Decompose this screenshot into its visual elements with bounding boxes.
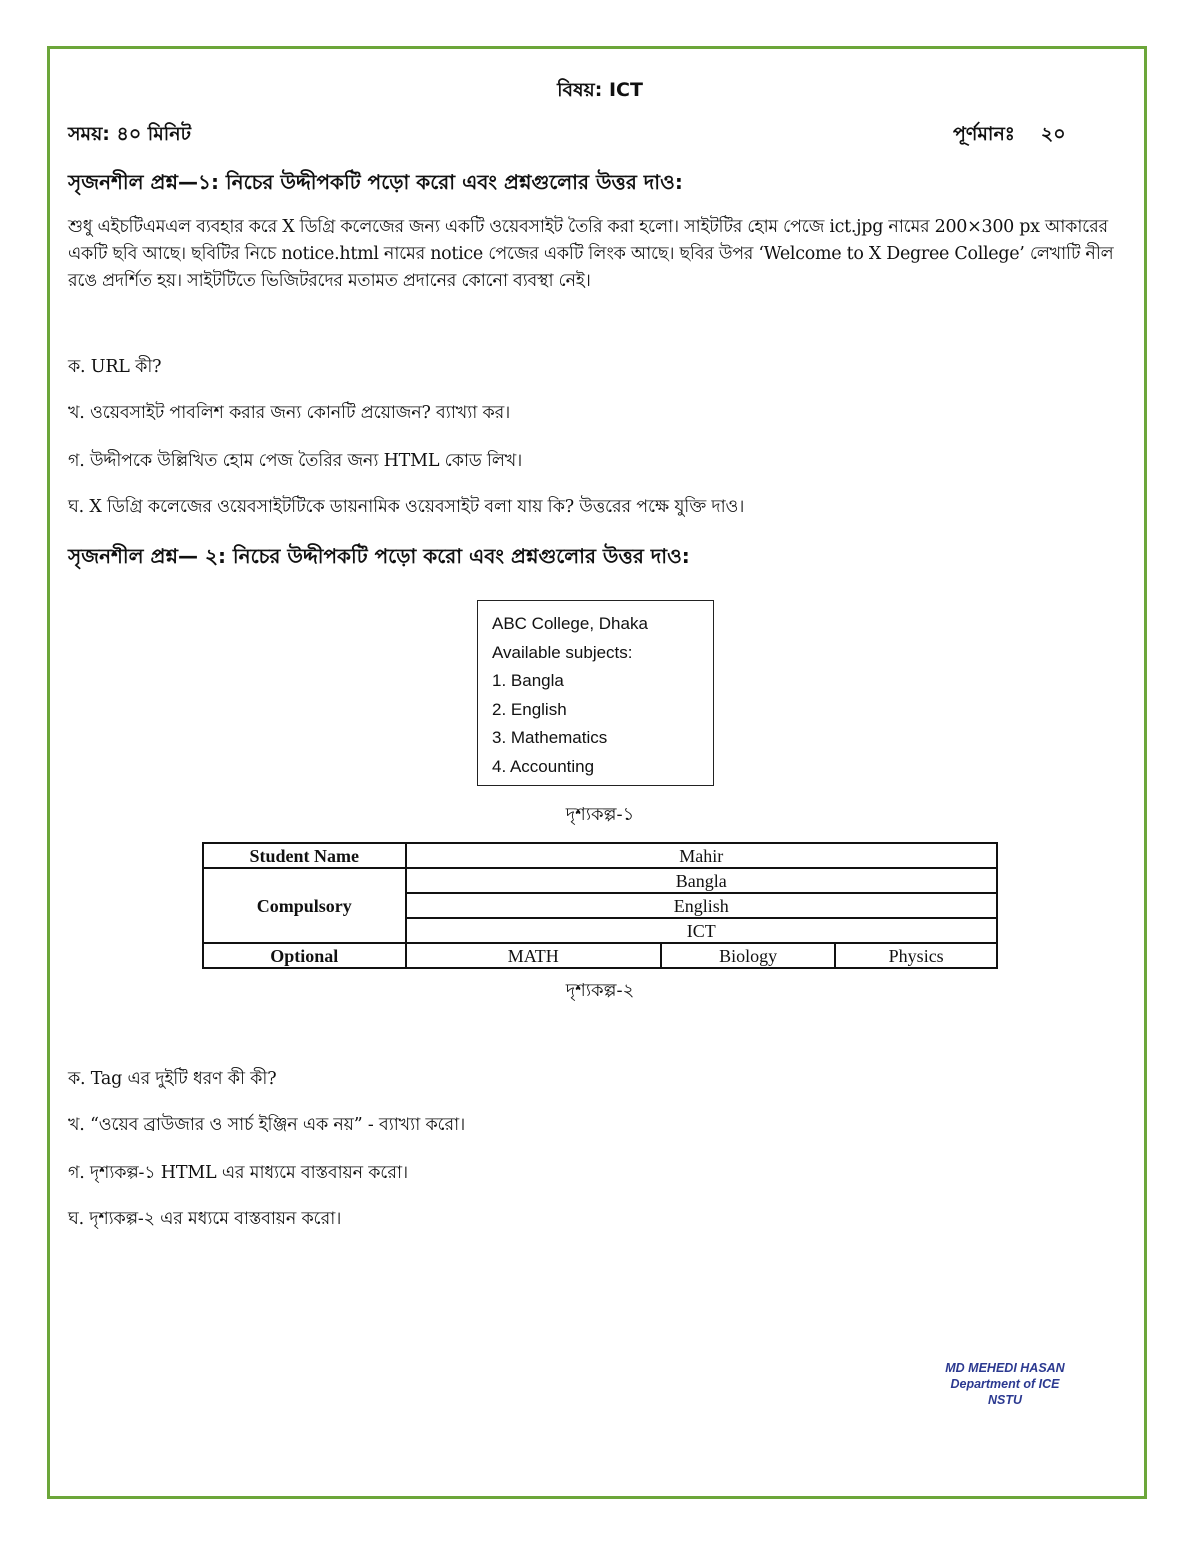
- student-name-header: Student Name: [203, 843, 406, 868]
- optional-subject-cell: Biology: [661, 943, 836, 968]
- subject-title: বিষয়: ICT: [557, 79, 643, 101]
- optional-subject-cell: Physics: [835, 943, 997, 968]
- scenario1-box: [477, 600, 714, 786]
- scenario2-caption: দৃশ্যকল্প-২: [565, 980, 635, 1001]
- full-marks: [953, 120, 1066, 152]
- compulsory-subject-cell: English: [406, 893, 997, 918]
- student-name-cell: Mahir: [406, 843, 997, 868]
- scenario1-line: ABC College, Dhaka: [492, 614, 648, 633]
- question2-ka: ক. Tag এর দুইটি ধরণ কী কী?: [68, 1069, 277, 1089]
- question1-kha: খ. ওয়েবসাইট পাবলিশ করার জন্য কোনটি প্রয়োজন? ব্যাখ্যা কর।: [68, 403, 511, 423]
- question1-stimulus: শুধু এইচটিএমএল ব্যবহার করে X ডিগ্রি কলেজের জন্য একটি ওয়েবসাইট তৈরি করা হলো। সাইটটির হোম পেজে ict.jpg নামের 200×300 px আকারের একটি ছবি আছে। ছবিটির নিচে notice.html নামের notice পেজের একটি লিংক আছে। ছবির উপর ‘Welcome to X Degree College’ লেখাটি নীল রঙে প্রদর্শিত হয়। সাইটটিতে ভিজিটরদের মতামত প্রদানের কোনো ব্যবস্থা নেই।: [68, 217, 1114, 291]
- marks-label: পূর্ণমানঃ: [953, 123, 1015, 145]
- scenario1-line: 2. English: [492, 699, 567, 719]
- table-row: [203, 943, 997, 968]
- question2-gha: ঘ. দৃশ্যকল্প-২ এর মধ্যমে বাস্তবায়ন করো।: [68, 1209, 342, 1229]
- table-row: [203, 843, 997, 868]
- question2-heading: সৃজনশীল প্রশ্ন— ২: নিচের উদ্দীপকটি পড়ো করো এবং প্রশ্নগুলোর উত্তর দাও:: [68, 544, 690, 568]
- table-row: [203, 868, 997, 893]
- compulsory-subject-cell: ICT: [406, 918, 997, 943]
- compulsory-header: Compulsory: [203, 868, 406, 943]
- compulsory-subject-cell: Bangla: [406, 868, 997, 893]
- scenario1-caption: দৃশ্যকল্প-১: [565, 804, 635, 825]
- question1-ga: গ. উদ্দীপকে উল্লিখিত হোম পেজ তৈরির জন্য HTML কোড লিখ।: [68, 451, 523, 471]
- scenario1-line: 4. Accounting: [492, 756, 595, 776]
- question2-ga: গ. দৃশ্যকল্প-১ HTML এর মাধ্যমে বাস্তবায়ন করো।: [68, 1163, 408, 1183]
- optional-subject-cell: MATH: [406, 943, 661, 968]
- signature-name: MD MEHEDI HASAN: [945, 1361, 1065, 1375]
- question1-heading: সৃজনশীল প্রশ্ন—১: নিচের উদ্দীপকটি পড়ো করো এবং প্রশ্নগুলোর উত্তর দাও:: [68, 170, 683, 194]
- time-label: সময়: ৪০ মিনিট: [68, 123, 191, 145]
- scenario2-table: [202, 842, 998, 969]
- scenario1-line: Available subjects:: [492, 642, 633, 662]
- signature-department: Department of ICE: [950, 1377, 1060, 1391]
- question1-ka: ক. URL কী?: [68, 357, 162, 377]
- scenario1-line: 1. Bangla: [492, 671, 564, 690]
- scenario1-line: 3. Mathematics: [492, 728, 608, 747]
- optional-header: Optional: [203, 943, 406, 968]
- signature-block: [890, 1360, 1120, 1408]
- marks-value: ২০: [1040, 123, 1066, 145]
- question1-gha: ঘ. X ডিগ্রি কলেজের ওয়েবসাইটটিকে ডায়নামিক ওয়েবসাইট বলা যায় কি? উত্তরের পক্ষে যুক্তি দাও।: [68, 497, 745, 517]
- signature-institution: NSTU: [987, 1393, 1023, 1407]
- question2-kha: খ. “ওয়েব ব্রাউজার ও সার্চ ইঞ্জিন এক নয়” - ব্যাখ্যা করো।: [68, 1115, 466, 1135]
